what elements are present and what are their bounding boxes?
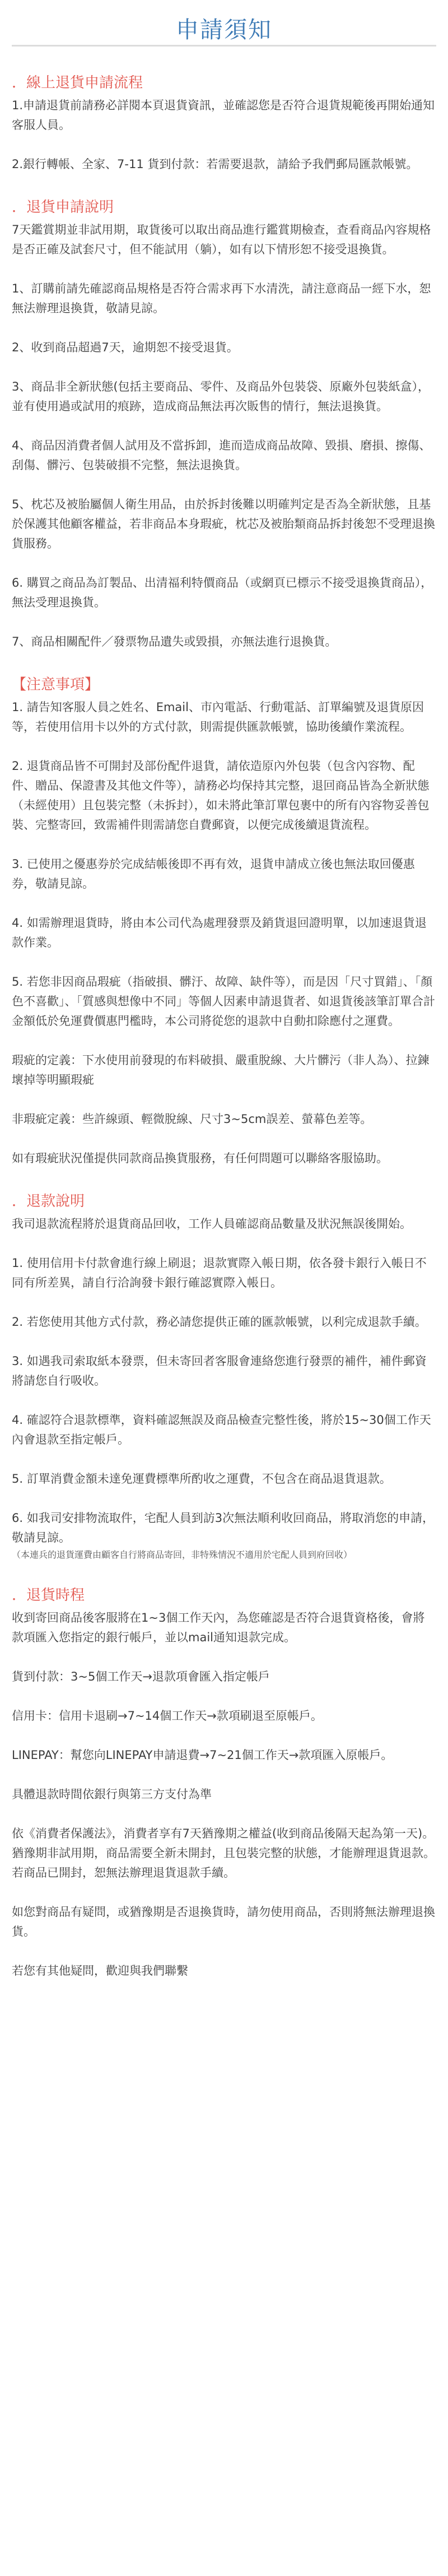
paragraph: 5、枕芯及被胎屬個人衛生用品，由於拆封後難以明確判定是否為全新狀態，且基於保護其他顧客權益，若非商品本身瑕疵，枕芯及被胎類商品拆封後恕不受理退換貨服務。 (12, 498, 435, 550)
paragraph: 6. 購買之商品為訂製品、出清福利特價商品（或網頁已標示不接受退換貨商品），無法受理退換貨。 (12, 576, 433, 609)
paragraph: 3、商品非全新狀態(包括主要商品、零件、及商品外包裝袋、原廠外包裝紙盒），並有使用過或試用的痕跡，造成商品無法再次販售的情行，無法退換貨。 (12, 380, 430, 413)
section-refund-explanation (12, 1192, 436, 1562)
section-refund-timeline (12, 1586, 436, 1981)
paragraph: 依《消費者保護法》，消費者享有7天猶豫期之權益(收到商品後隔天起為第一天)。猶豫期非試用期，商品需要全新未開封，且包裝完整的狀態，才能辦理退貨退款。若商品已開封，恕無法辦理退貨退款手續。 (12, 1827, 435, 1879)
paragraph: 2.銀行轉帳、全家、7-11 貨到付款：若需要退款，請給予我們郵局匯款帳號。 (12, 157, 418, 171)
paragraph: 4、商品因消費者個人試用及不當拆卸，進而造成商品故障、毀損、磨損、擦傷、刮傷、髒污、包裝破損不完整，無法退換貨。 (12, 439, 431, 472)
paragraph: 我司退款流程將於退貨商品回收，工作人員確認商品數量及狀況無誤後開始。 (12, 1217, 412, 1231)
paragraph: 瑕疵的定義：下水使用前發現的布料破損、嚴重脫線、大片髒污（非人為）、拉鍊壞掉等明顯瑕疵 (12, 1053, 430, 1087)
paragraph: 2. 退貨商品皆不可開封及部份配件退貨，請依造原內外包裝（包含內容物、配件、贈品、保證書及其他文件等），請務必均保持其完整，退回商品皆為全新狀態（未經使用）且包裝完整（未拆封），如未將此筆訂單包裹中的所有內容物妥善包裝、完整寄回，致需補件則需請您自費郵資，以便完成後續退貨流程。 (12, 759, 430, 832)
paragraph: 1.申請退貨前請務必詳閱本頁退貨資訊，並確認您是否符合退貨規範後再開始通知客服人員。 (12, 99, 435, 132)
paragraph: 信用卡：信用卡退刷→7~14個工作天→款項刷退至原帳戶。 (12, 1709, 323, 1723)
paragraph: 如有瑕疵狀況僅提供同款商品換貨服務，有任何問題可以聯絡客服協助。 (12, 1152, 388, 1165)
paragraph: 具體退款時間依銀行與第三方支付為準 (12, 1788, 212, 1801)
section-return-application-notes (12, 198, 436, 652)
section-heading: ．退貨申請說明 (12, 199, 114, 216)
paragraph: 5. 訂單消費金額未達免運費標準所酌收之運費，不包含在商品退貨退款。 (12, 1472, 391, 1486)
paragraph: 6. 如我司安排物流取件，宅配人員到訪3次無法順利收回商品，將取消您的申請，敬請見諒。 (12, 1511, 435, 1544)
paragraph: 3. 如遇我司索取紙本發票，但未寄回者客服會連絡您進行發票的補件，補件郵資將請您自行吸收。 (12, 1354, 427, 1387)
paragraph: 4. 確認符合退款標準，資料確認無誤及商品檢查完整性後，將於15~30個工作天內會退款至指定帳戶。 (12, 1413, 431, 1446)
section-heading: 【注意事項】 (12, 676, 100, 693)
paragraph: 1、訂購前請先確認商品規格是否符合需求再下水清洗，請注意商品一經下水，恕無法辦理退換貨，敬請見諒。 (12, 282, 431, 315)
paragraph: 7、商品相關配件／發票物品遺失或毀損，亦無法進行退換貨。 (12, 635, 337, 648)
paragraph: 收到寄回商品後客服將在1~3個工作天內，為您確認是否符合退貨資格後，會將款項匯入您指定的銀行帳戶，並以mail通知退款完成。 (12, 1611, 425, 1644)
paragraph: 若您有其他疑問，歡迎與我們聯繫 (12, 1964, 188, 1978)
section-heading: ．退款說明 (12, 1193, 85, 1210)
paragraph: 貨到付款：3~5個工作天→退款項會匯入指定帳戶 (12, 1670, 270, 1683)
paragraph: 2. 若您使用其他方式付款，務必請您提供正確的匯款帳號，以利完成退款手續。 (12, 1315, 427, 1329)
paragraph: 非瑕疵定義：些許線頭、輕微脫線、尺寸3~5cm誤差、螢幕色差等。 (12, 1112, 372, 1126)
paragraph: 4. 如需辦理退貨時，將由本公司代為處理發票及銷貨退回證明單，以加速退貨退款作業。 (12, 916, 427, 949)
section-online-return-process (12, 73, 436, 174)
section-heading: ．退貨時程 (12, 1587, 85, 1604)
paragraph: 5. 若您非因商品瑕疵（指破損、髒汙、故障、缺件等），而是因「尺寸買錯」、「顏色不喜歡」、「質感與想像中不同」等個人因素申請退貨者、如退貨後該筆訂單合計金額低於免運費價惠門檻時，本公司將從您的退款中自動扣除應付之運費。 (12, 975, 435, 1028)
section-heading: ．線上退貨申請流程 (12, 75, 143, 91)
paragraph: 7天鑑賞期並非試用期，取貨後可以取出商品進行鑑賞期檢查，查看商品內容規格是否正確及試套尺寸，但不能試用（躺），如有以下情形恕不接受退換貨。 (12, 223, 431, 256)
page-title: 申請須知 (176, 16, 272, 43)
paragraph: 1. 使用信用卡付款會進行線上刷退；退款實際入帳日期，依各發卡銀行入帳日不同有所差異，請自行洽詢發卡銀行確認實際入帳日。 (12, 1256, 427, 1289)
paragraph: 如您對商品有疑問，或猶豫期是否退換貨時，請勿使用商品，否則將無法辦理退換貨。 (12, 1905, 435, 1938)
title-divider (12, 45, 436, 47)
section-important-notes (12, 675, 436, 1168)
paragraph: 3. 已使用之優惠券於完成結帳後即不再有效，退貨申請成立後也無法取回優惠券，敬請見諒。 (12, 857, 415, 890)
footnote: （本連兵的退貨運費由顧客自行將商品寄回，非特殊情況不適用於宅配人員到府回收） (12, 1549, 353, 1560)
paragraph: LINEPAY：幫您向LINEPAY申請退費→7~21個工作天→款項匯入原帳戶。 (12, 1748, 393, 1762)
paragraph: 1. 請告知客服人員之姓名、Email、市內電話、行動電話、訂單編號及退貨原因等，若使用信用卡以外的方式付款，則需提供匯款帳號，協助後續作業流程。 (12, 700, 424, 734)
paragraph: 2、收到商品超過7天，逾期恕不接受退貨。 (12, 341, 239, 354)
